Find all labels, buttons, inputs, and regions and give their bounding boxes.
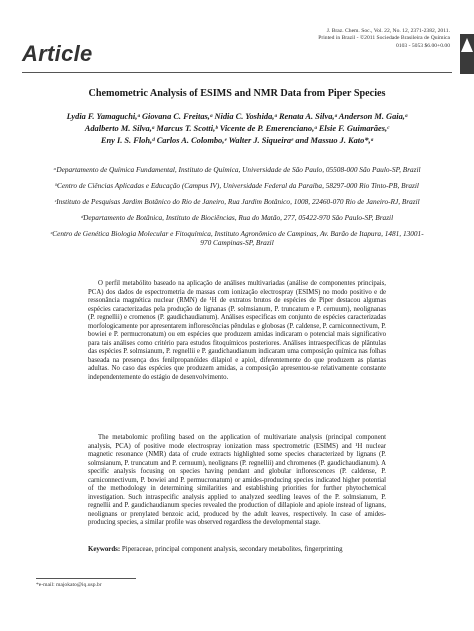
affiliation: ᵇCentro de Ciências Aplicadas e Educação (Campus IV), Universidade Federal da Paraíba, 58297-000 Rio Tinto-PB, Brazil: [55, 180, 419, 190]
journal-logo-icon: [461, 38, 473, 52]
affiliation: ᶜInstituto de Pesquisas Jardim Botânico do Rio de Janeiro, Rua Jardim Botânico, 1008, 22460-070 Rio de Janeiro-RJ, Brazil: [54, 196, 420, 206]
footnote-rule: [36, 578, 136, 579]
keywords-label: Keywords:: [88, 546, 121, 553]
journal-info: [318, 28, 450, 50]
author-list: [50, 111, 424, 146]
author-line: Lydia F. Yamaguchi,ᵃ Giovana C. Freitas,ᵃ Nidia C. Yoshida,ᵃ Renata A. Silva,ᵃ Anderson M. Gaia,ᵃ: [66, 112, 408, 121]
abstract-portuguese: O perfil metabólito baseado na aplicação de análises multivariadas (análise de componentes principais, PCA) dos dados de espectrometria de massas com ionização electrospray (ESIMS) no modo positivo e de ressonância magnética nuclear (RMN) de ¹H de extratos brutos de espécies de Piper destacou algumas espécies caracterizadas pela produção de lignanas (P. solmsianum, P. truncatum e P. cernuum), neolignanas (P. regnellii) e cromenos (P. gaudichaudianum). Análises específicas em conjunto de espécies caracterizadas morfologicamente por apresentarem inflorescências pêndulas e globosas (P. caldense, P. carniconnectivum, P. bowiei e P. permucronatum) ou em espécies que produzem amidas indicaram o potencial mais significativo para tais análises como critério para estudos fitoquímicos posteriores. Análises intraespecíficas de plântulas das espécies P. solmsianum, P. regnellii e P. gaudichaudianum indicaram uma composição química nas folhas baseada na presença dos fenilpropanóides dilapiol e apiol, diferentemente do que produzem as plantas adultas. No caso das espécies que produzem amidas, a composição apresentou-se relativamente constante independentemente do estágio de desenvolvimento.: [88, 280, 386, 382]
affiliation: ᵉCentro de Genética Biologia Molecular e Fitoquímica, Instituto Agronômico de Campinas, Av. Barão de Itapura, 1481, 13001-970 Campinas-SP, Brazil: [50, 228, 424, 248]
footnote-email: *e-mail: majokato@iq.usp.br: [36, 582, 102, 588]
affiliation: ᵈDepartamento de Botânica, Instituto de Biociências, Rua do Matão, 277, 05422-970 São Paulo-SP, Brazil: [80, 212, 394, 222]
abstract-english: The metabolomic profiling based on the application of multivariate analysis (principal component analysis, PCA) of positive mode electrospray ionization mass spectrometric (ESIMS) and ¹H nuclear magnetic resonance (NMR) data of crude extracts highlighted some species characterized by lignans (P. solmsianum, P. truncatum and P. cernuum), neolignans (P. regnellii) and chromenes (P. gaudichaudianum). A specific analysis focusing on species having pendant and globular inflorescences (P. caldense, P. carniconnectivum, P. bowiei and P. permucronatum) or amides-producing species indicated higher potential of the methodology in determining similarities and establishing priorities for further phytochemical investigation. Such intraspecific analysis applied to analyzed seedling leaves of the P. solmsianum, P. regnellii and P. gaudichaudianum species revealed the production of dillapiole and apiole instead of lignans, neolignans or prenylated benzoic acid, produced by the adult leaves, respectively. In case of amides-producing species, a similar profile was observed regardless the developmental stage.: [88, 434, 386, 527]
affiliation-list: [50, 165, 424, 254]
header-rule: [22, 72, 452, 73]
section-label: Article: [22, 41, 93, 66]
affiliation: ᵃDepartamento de Química Fundamental, Instituto de Química, Universidade de São Paulo, 05508-000 São Paulo-SP, Brazil: [53, 165, 421, 174]
paper-title: Chemometric Analysis of ESIMS and NMR Data from Piper Species: [88, 88, 386, 99]
keywords: [88, 546, 386, 555]
journal-issn: 0103 - 5053 $6.00+0.00: [396, 42, 450, 49]
journal-citation: J. Braz. Chem. Soc., Vol. 22, No. 12, 2371-2382, 2011.: [326, 28, 450, 34]
author-line: Adalberto M. Silva,ᵃ Marcus T. Scotti,ᵇ Vicente de P. Emerenciano,ᵃ Elsie F. Guimarães,ᶜ: [84, 123, 390, 133]
keywords-text: Piperaceae, principal component analysis, secondary metabolites, fingerprinting: [121, 546, 343, 553]
author-line: Eny I. S. Floh,ᵈ Carlos A. Colombo,ᵉ Walter J. Siqueiraᵉ and Massuo J. Kato*,ᵃ: [100, 135, 374, 145]
journal-copyright: Printed in Brazil - ©2011 Sociedade Brasileira de Química: [318, 35, 450, 42]
